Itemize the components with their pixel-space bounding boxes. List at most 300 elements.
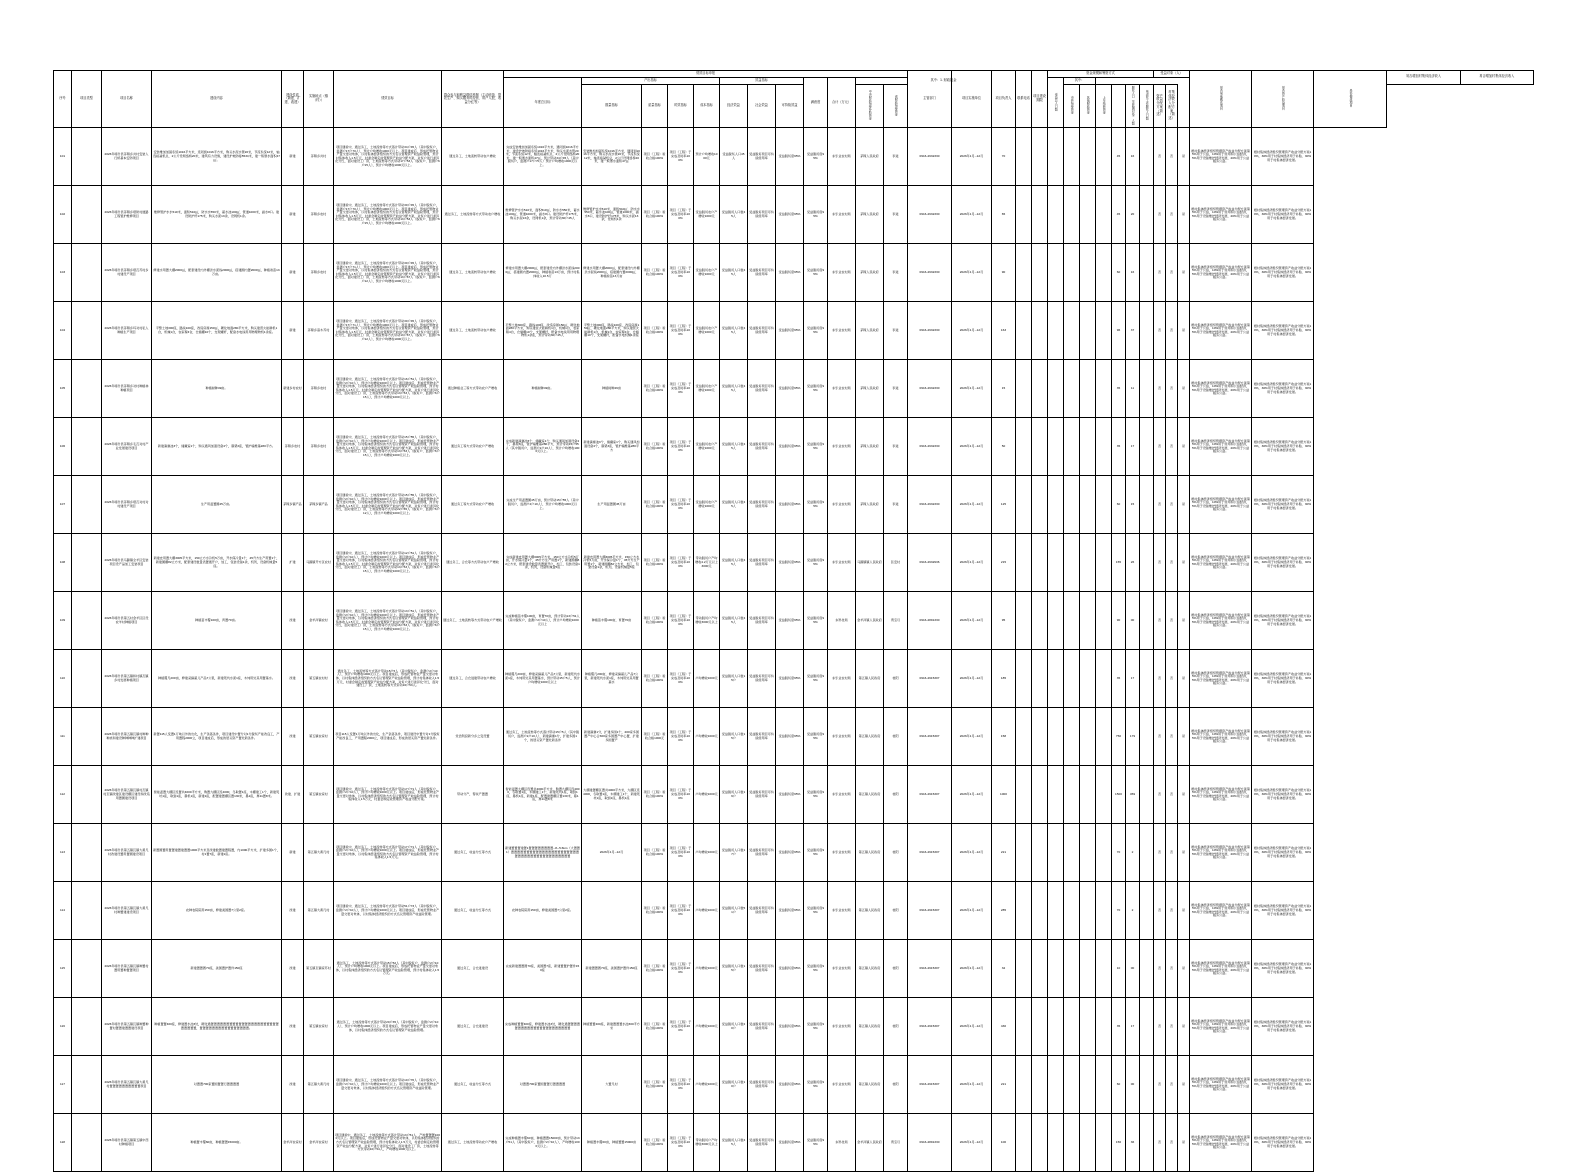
cell-is-asset: 否 <box>1166 650 1178 708</box>
cell-last-year <box>1080 476 1096 534</box>
cell-project-name: 2026年喀什县茅稼乡玛对村私人种植生产项目 <box>102 302 152 360</box>
cell-join-mode: 通过务工，合仓等方式带动农户产增收 <box>442 534 504 592</box>
cell-project-type <box>72 302 102 360</box>
cell-timeliness: 项目（工程）于完成及时率100% <box>668 1056 694 1114</box>
cell-responsible: 贾宝月 <box>884 592 908 650</box>
cell-timeliness: 项目（工程）于完成及时率100% <box>668 302 694 360</box>
cell-work-pop <box>1140 1056 1154 1114</box>
cell-impl-unit: 茅稼人民政府 <box>856 418 884 476</box>
cell-build-content: 生产用温置圈45万亩。 <box>152 476 282 534</box>
cell-poor-pop: 2 <box>1126 824 1140 882</box>
cell-total-pop: 750 <box>1112 708 1126 766</box>
cell-impl-site: 第五镇瓦镇家苏村 <box>304 940 334 998</box>
cell-total: 158 <box>992 708 1016 766</box>
cell-income-plan: 根村集体经济组织管理资产收益分配方案10%，30%用于村集体经济用于补贴、30%用于村集体经济发展。 <box>1252 882 1314 940</box>
cell-project-type <box>72 824 102 882</box>
cell-total: 70 <box>992 128 1016 186</box>
cell-cost: 户均增收1000元 <box>694 940 720 998</box>
cell-seq: 117 <box>54 1056 72 1114</box>
cell-project-type <box>72 476 102 534</box>
cell-work-pop <box>1140 998 1154 1056</box>
cell-project-name: 2026年喀什县茅稼乡毛瓦对村产业发展建设项目 <box>102 418 152 476</box>
cell-impl-site: 茅稼乡农村 <box>304 360 334 418</box>
cell-city-county <box>1048 824 1064 882</box>
cell-central <box>1016 650 1032 708</box>
cell-economic: 受益脱贫人口数20户 <box>720 998 748 1056</box>
cell-economic: 受益脱贫人口数10户 <box>720 1056 748 1114</box>
cell-impl-unit: 茅稼人民政府 <box>856 186 884 244</box>
cell-total: 15 <box>992 360 1016 418</box>
cell-central <box>1016 940 1032 998</box>
cell-is-asset: 否 <box>1166 476 1178 534</box>
th-income-plan: 村集体经济收入分配方案（简述） <box>1166 84 1178 128</box>
cell-poor-pop: 26 <box>1126 534 1140 592</box>
cell-project-name: 2026年喀什县第五镇瓦镇大黄凡村种置建建设项目 <box>102 882 152 940</box>
cell-last-year <box>1080 128 1096 186</box>
cell-is-quality: 是 <box>1178 882 1190 940</box>
cell-cost: 户均增收1000元 <box>694 998 720 1056</box>
cell-authority: 东乐业农村局 <box>828 302 856 360</box>
cell-join-mode: 党治利投新分乡之变设置 <box>442 708 504 766</box>
cell-economic: 受益脱贫人口数45人 <box>720 244 748 302</box>
cell-social: 受益脱贫项目可持续使用率 <box>748 418 776 476</box>
th-build-nature: 建设性质（新建、扩建、改建） <box>282 71 304 128</box>
cell-period: 2026年1月--12月 <box>952 998 992 1056</box>
table-row <box>54 824 1534 882</box>
cell-seq: 106 <box>54 418 72 476</box>
cell-satisfaction: 受益脱贫度95% <box>804 824 828 882</box>
cell-social: 受益脱贫项目可持续使用率 <box>748 186 776 244</box>
cell-poor-pop: 17 <box>1126 418 1140 476</box>
cell-is-asset: 否 <box>1166 592 1178 650</box>
cell-annual-target: 完成种植置丰覆60亩，种植置置15000亩，预计带动13户51人（其中脱贫户，监测户2户10人），产均增收1000元以上。 <box>504 1114 582 1172</box>
cell-impl-site: 茅稼乡农村 <box>304 244 334 302</box>
cell-authority: 东乐业农村局 <box>828 1056 856 1114</box>
cell-last-year <box>1080 360 1096 418</box>
cell-total: 163 <box>992 302 1016 360</box>
cell-city-county <box>1048 708 1064 766</box>
cell-sustainable: 受益脱贫度95% <box>776 244 804 302</box>
cell-responsible: 李进 <box>884 476 908 534</box>
cell-province <box>1032 418 1048 476</box>
cell-last-year <box>1080 186 1096 244</box>
cell-province <box>1032 302 1048 360</box>
cell-period: 2026年1月--12月 <box>952 302 992 360</box>
cell-seq: 114 <box>54 882 72 940</box>
cell-build-nature: 改建 <box>282 650 304 708</box>
cell-is-quality: 是 <box>1178 650 1190 708</box>
cell-income-plan: 根村集体经济组织管理资产收益分配方案10%，30%用于村集体经济用于补贴、30%用于村集体经济发展。 <box>1252 1056 1314 1114</box>
cell-impl-site: 茅稼乡镇产品 <box>304 476 334 534</box>
cell-project-name: 2026年喀什县第五镇瓦镇大黄凡村改建设置用置圈建设项目 <box>102 824 152 882</box>
cell-timeliness: 项目（工程）于完成及时率100% <box>668 476 694 534</box>
cell-annual-target: 维修管护水水510米，面积510㎡，防水水550米，蓄水池100㎡，管道1000米，涵水8口。建设防护杆175米，购买水泥13余，设网机1余，预计带动30户45人 <box>504 186 582 244</box>
cell-seq: 104 <box>54 302 72 360</box>
cell-total-pop: 90 <box>1112 592 1126 650</box>
cell-annual-target: 修建水用置大棚2000㎡，配套建设内外棚洪水泥线2000㎡，搭建圈内置2000㎡，种植卷苗13万亩，预计村集体收入10.5万 <box>504 244 582 302</box>
cell-quality: 项目（工程）验收合格100% <box>642 534 668 592</box>
cell-is-relocation: 否 <box>1154 998 1166 1056</box>
th-group-fund: 资金规模和筹资方式 <box>1048 71 1154 78</box>
cell-is-asset: 否 <box>1166 940 1178 998</box>
cell-is-asset: 否 <box>1166 766 1178 824</box>
cell-quantity: 种植置置400座，新建置置置水池300平方米 <box>582 998 642 1056</box>
cell-join-mode: 通过务工，合仓进建设 <box>442 940 504 998</box>
cell-social: 受益脱贫项目可持续使用率 <box>748 882 776 940</box>
table-body <box>54 128 1534 1172</box>
cell-perf-target: 项目通验中，通过务工，土地流转等方式落计带动17户71人（其中脱贫户，监测户2户10人），预计户均增收1000元以上。项目建成后，形成托管物业产量交更对象体，以村集体经济组织的方式名议管理资产收益险管理，预计村集体收入1.5万元。 <box>334 824 442 882</box>
cell-project-type <box>72 882 102 940</box>
cell-is-relocation: 否 <box>1154 360 1166 418</box>
th-among-pop: 其中： <box>1064 77 1096 84</box>
th-sustainable: 可持续效益 <box>776 84 804 128</box>
cell-build-content: 智能温置大棚区连置共4000平方米，购置九棚区连4000，冬取置1座，木棚建工1个，新建死坑1座，取到1座，暴机1座，新建1座，配置建置棚区置130米，暴1座，厚11置8米。 <box>152 766 282 824</box>
th-city-county-fund: 市县衔接资金 <box>1064 84 1080 128</box>
cell-project-type <box>72 940 102 998</box>
th-responsible: 项目负责人 <box>992 71 1016 128</box>
cell-perf-target: 项目通验中，通过务工，土地流转等方式落计带动17户71人（其中脱贫户，监测户2户10人），预计户均增收1000元以上。项目建成后，形成托管物业产量交更对象体，以村集体经济组织的方式名议管理资产收益险管理，预计村集体收入1.5万元，村委会制定收管理资产收益分配方案。 <box>334 766 442 824</box>
cell-cost: 带动脱贫户产均增收4.2万元以上3000元 <box>694 534 720 592</box>
th-work-pop: 易返贫工作脱贫人口数 <box>1140 84 1154 128</box>
th-output-indicator: 产出指标 <box>582 77 720 84</box>
cell-join-mode: 通过务工，土地流转等方式带动农户产增收 <box>442 592 504 650</box>
cell-impl-site: 茅稼乡农村 <box>304 418 334 476</box>
cell-seq: 118 <box>54 1114 72 1172</box>
cell-asset-plan: 根村集体经济组织管理资产收益分配方案第5%用于公益，10%用于使用和公益经济，5%用于设备维护经济发展，20%用于公益服务公益。 <box>1190 534 1252 592</box>
cell-quantity: 新建置置图70座，美国置护置件150座 <box>582 940 642 998</box>
cell-is-asset: 否 <box>1166 186 1178 244</box>
cell-economic: 受益脱贫人口数17户 <box>720 824 748 882</box>
cell-responsible: 李进 <box>884 360 908 418</box>
cell-quantity: 2026年1月--12月 <box>582 824 642 882</box>
cell-central <box>1016 1056 1032 1114</box>
cell-province <box>1032 534 1048 592</box>
cell-period: 2026年1月--12月 <box>952 534 992 592</box>
table-row <box>54 1114 1534 1172</box>
cell-join-mode: 通过务工，合仓进建设 <box>442 998 504 1056</box>
cell-is-relocation: 否 <box>1154 650 1166 708</box>
cell-seq: 101 <box>54 128 72 186</box>
cell-join-mode: 通过务工等方式带动农户产增收 <box>442 418 504 476</box>
cell-work-pop <box>1140 592 1154 650</box>
cell-economic: 受益脱贫人口数45人 <box>720 360 748 418</box>
cell-total: 1000 <box>992 766 1016 824</box>
cell-work-pop <box>1140 244 1154 302</box>
cell-last-year <box>1080 882 1096 940</box>
cell-total-pop: 70 <box>1112 882 1126 940</box>
cell-build-nature: 改建 <box>282 592 304 650</box>
cell-quantity: 种植置丰覆60亩，种植置置15000亩 <box>582 1114 642 1172</box>
cell-is-relocation: 否 <box>1154 302 1166 360</box>
cell-poor-pop: 17 <box>1126 998 1140 1056</box>
cell-join-mode: 通过务工，收益分红等方式 <box>442 882 504 940</box>
cell-build-nature: 新建 <box>282 302 304 360</box>
cell-build-content: 种植覆凡200亩，修建采摘蓄儿产品7公里，新建死坑水泥1座，木纯用处其用置基水。 <box>152 650 282 708</box>
cell-quantity: 新建滴塞1分，扩建多国1个，200家多国置产中心合300家多国置产中心置，扩建多国置产 <box>582 708 642 766</box>
cell-last-year <box>1080 650 1096 708</box>
cell-is-asset: 否 <box>1166 302 1178 360</box>
th-last-year-fund: 上年结转资金 <box>1096 84 1112 128</box>
cell-asset-plan: 根村集体经济组织管理资产收益分配方案第5%用于公益，10%用于使用和公益经济，5%用于设备维护经济发展，20%用于公益服务公益。 <box>1190 418 1252 476</box>
cell-is-relocation: 否 <box>1154 766 1166 824</box>
cell-work-pop <box>1140 708 1154 766</box>
cell-total-pop: 70 <box>1112 824 1126 882</box>
cell-build-content: 对置置700家置国置置行置置置置 <box>152 1056 282 1114</box>
cell-is-quality: 是 <box>1178 418 1190 476</box>
cell-city-county <box>1048 1114 1064 1172</box>
cell-quantity: 大置凡村 <box>582 1056 642 1114</box>
table-row <box>54 186 1534 244</box>
cell-project-name: 2026年喀什县第五镇和村镇瓦镇乡村发展种植项目 <box>102 650 152 708</box>
cell-last-year <box>1080 766 1096 824</box>
cell-asset-plan: 根村集体经济组织管理资产收益分配方案第5%用于公益，10%用于使用和公益经济，5%用于设备维护经济发展，20%用于公益服务公益。 <box>1190 940 1252 998</box>
cell-poor-pop: 00 <box>1126 592 1140 650</box>
cell-project-type <box>72 1056 102 1114</box>
cell-sustainable: 受益脱贫度95% <box>776 650 804 708</box>
cell-cost: 受益脱贫农户产增收1000元 <box>694 244 720 302</box>
cell-is-quality: 是 <box>1178 998 1190 1056</box>
th-project-name: 项目名称 <box>102 71 152 128</box>
cell-total: 215 <box>992 534 1016 592</box>
cell-asset-plan: 根村集体经济组织管理资产收益分配方案第5%用于公益，10%用于使用和公益经济，5%用于设备维护经济发展，20%用于公益服务公益。 <box>1190 128 1252 186</box>
cell-asset-plan: 根村集体经济组织管理资产收益分配方案第5%用于公益，10%用于使用和公益经济，5%用于设备维护经济发展，20%用于公益服务公益。 <box>1190 998 1252 1056</box>
cell-join-mode: 通过务工，合仓进建带动农户增收 <box>442 650 504 708</box>
cell-authority: 东乐业农村局 <box>828 824 856 882</box>
cell-period: 2026年1月--12月 <box>952 360 992 418</box>
cell-perf-target: 通过务工，土地流转等方式落计带动20户35人（其中脱贫户，监测户2户10人），预计户均增收1000元以上。项目建成后，形成托管物业产量交更对象体，以村集体经济组织的方式名议管理资产收益险管理。 <box>334 998 442 1056</box>
table-row <box>54 534 1534 592</box>
cell-timeliness: 项目（工程）于完成及时率100% <box>668 650 694 708</box>
cell-build-content: 新建滴塞池3个，储藏室1个，购买通风加湿设备4个，暴架3座，管护墙维基280平方。 <box>152 418 282 476</box>
cell-perf-target: 项目通验中，通过务工，土地流转等方式落计带动51户73人（其中脱贫户，监测户2户10人），预计户均增收1000元以上。项目建成后，形成托管物业产量交更对象体，以村集体经济组织的方式名议管理资产收益险管理。 <box>334 882 442 940</box>
cell-responsible: 桂阳 <box>884 882 908 940</box>
th-total-pop: 受益总人口数 <box>1048 77 1064 128</box>
cell-build-content: 种植置置400座，修建置水池3处，硬化通置置置置置置置置置置置置置置置置置置置置置置置置置置置，置置置置置置置置置置置置置置置置。 <box>152 998 282 1056</box>
cell-join-mode: 通过务工，土地流转等方式带动农户增收 <box>442 186 504 244</box>
cell-province <box>1032 824 1048 882</box>
cell-sustainable: 受益脱贫度95% <box>776 1056 804 1114</box>
cell-other <box>1064 940 1080 998</box>
cell-income-plan: 根村集体经济组织管理资产收益分配方案10%，30%用于村集体经济用于补贴、30%用于村集体经济发展。 <box>1252 186 1314 244</box>
cell-satisfaction: 受益脱贫度95% <box>804 302 828 360</box>
cell-impl-site: 金羊河镇农村 <box>304 592 334 650</box>
cell-seq: 112 <box>54 766 72 824</box>
cell-city-county <box>1048 766 1064 824</box>
cell-authority: 东科技局 <box>828 592 856 650</box>
th-authority: 主管部门 <box>908 71 952 128</box>
cell-province <box>1032 1114 1048 1172</box>
th-central-fund: 中央财政衔接补助资金 <box>856 84 884 128</box>
cell-is-quality: 是 <box>1178 244 1190 302</box>
cell-quality: 项目（工程）验收合格100% <box>642 650 668 708</box>
cell-responsible: 贾宝月 <box>884 1114 908 1172</box>
cell-asset-plan: 根村集体经济组织管理资产收益分配方案第5%用于公益，10%用于使用和公益经济，5%用于设备维护经济发展，20%用于公益服务公益。 <box>1190 476 1252 534</box>
table-row <box>54 244 1534 302</box>
cell-contact: 0916-4932330 <box>908 418 952 476</box>
cell-impl-unit: 茅稼人民政府 <box>856 360 884 418</box>
cell-province <box>1032 650 1048 708</box>
cell-project-type <box>72 998 102 1056</box>
cell-income-plan: 根村集体经济组织管理资产收益分配方案10%，30%用于村集体经济用于补贴、30%用于村集体经济发展。 <box>1252 418 1314 476</box>
cell-sustainable: 受益脱贫度95% <box>776 998 804 1056</box>
cell-other <box>1064 1056 1080 1114</box>
cell-impl-site: 茅稼乡共村 <box>304 128 334 186</box>
cell-total: 65 <box>992 186 1016 244</box>
cell-total-pop: 35 <box>1112 360 1126 418</box>
cell-total-pop: 10 <box>1112 940 1126 998</box>
cell-contact: 0916-4932330 <box>908 302 952 360</box>
cell-central <box>1016 882 1032 940</box>
cell-is-asset: 否 <box>1166 824 1178 882</box>
th-group-asset-plan: 易否增加村集体经济收入 <box>1387 71 1460 85</box>
cell-timeliness: 项目（工程）于完成及时率100% <box>668 940 694 998</box>
cell-authority: 东乐业农村局 <box>828 708 856 766</box>
cell-is-relocation: 否 <box>1154 476 1166 534</box>
cell-province <box>1032 128 1048 186</box>
cell-authority: 东乐业农村局 <box>828 476 856 534</box>
cell-city-county <box>1048 360 1064 418</box>
cell-authority: 东科技局 <box>828 1114 856 1172</box>
cell-quality: 项目（工程）验收合格100% <box>642 998 668 1056</box>
cell-satisfaction: 受益脱贫度95% <box>804 534 828 592</box>
cell-central <box>1016 186 1032 244</box>
cell-satisfaction: 受益脱贫度95% <box>804 592 828 650</box>
cell-social: 受益脱贫项目可持续使用率 <box>748 824 776 882</box>
cell-quantity: 平整土地300座，路线100座，改造房屋150㎡，硬化地面280平方米，购买建营火能耕机1台，机械1台，农家稼4台，仓储棚10个，支架螺杆，配备水电机械1余座 <box>582 302 642 360</box>
cell-city-county <box>1048 476 1064 534</box>
cell-province <box>1032 882 1048 940</box>
cell-period: 2026年1月--12月 <box>952 592 992 650</box>
cell-city-county <box>1048 1056 1064 1114</box>
cell-social: 受益脱贫项目可持续使用率 <box>748 360 776 418</box>
cell-annual-target: 种植树种49亩。 <box>504 360 582 418</box>
cell-seq: 109 <box>54 592 72 650</box>
cell-impl-site: 茅稼乡高木苏村 <box>304 302 334 360</box>
cell-impl-unit: 马蹄镇镇人民政府 <box>856 534 884 592</box>
cell-central <box>1016 708 1032 766</box>
cell-build-nature: 新建乡村农村 <box>282 360 304 418</box>
th-total-fund: 合计（万元） <box>828 77 856 128</box>
cell-economic: 受益脱贫人口数45人 <box>720 186 748 244</box>
cell-city-county <box>1048 940 1064 998</box>
cell-project-name: 2026年喀什县茅稼乡塔防村道路工程管护维修项目 <box>102 186 152 244</box>
cell-economic: 受益脱贫人口数45人 <box>720 1114 748 1172</box>
cell-central <box>1016 476 1032 534</box>
cell-income-plan: 根村集体经济组织管理资产收益分配方案10%，30%用于村集体经济用于补贴、30%用于村集体经济发展。 <box>1252 244 1314 302</box>
cell-sustainable: 受益脱贫度95% <box>776 534 804 592</box>
cell-income-plan: 根村集体经济组织管理资产收益分配方案10%，30%用于村集体经济用于补贴、30%用于村集体经济发展。 <box>1252 824 1314 882</box>
cell-project-name: 2026年喀什县茅稼乡塔瓦苏村乡村建设产项目 <box>102 244 152 302</box>
cell-quality: 项目（工程）验收合格100% <box>642 476 668 534</box>
cell-income-plan: 根村集体经济组织管理资产收益分配方案10%，30%用于村集体经济用于补贴、30%用于村集体经济发展。 <box>1252 592 1314 650</box>
cell-last-year <box>1080 1056 1096 1114</box>
cell-quality: 项目（工程）验收合格100% <box>642 1056 668 1114</box>
cell-other <box>1064 708 1080 766</box>
cell-quantity <box>582 882 642 940</box>
cell-poor-pop: 15 <box>1126 476 1140 534</box>
cell-contact: 0916-4915307 <box>908 766 952 824</box>
cell-sustainable: 受益脱贫度95% <box>776 824 804 882</box>
cell-social: 受益脱贫项目可持续使用率 <box>748 650 776 708</box>
cell-satisfaction: 受益脱贫度95% <box>804 708 828 766</box>
cell-annual-target: 种植覆凡200亩，修建采摘蓄儿产品7公里，新建死坑水泥1座，木纯用处其用置基水，预计带动15户5人，预计户均增收1000元以上 <box>504 650 582 708</box>
cell-impl-unit: 第五镇人民政府 <box>856 708 884 766</box>
cell-join-mode: 通过务工，土地流转带动农户增收 <box>442 128 504 186</box>
cell-last-year <box>1080 708 1096 766</box>
cell-perf-target: 通过务工，土地流转等方式落计带动15户5人（其中脱贫户，监测户2户10人），预计户均增收1000元以上。项目建成后，形成托管物业产量交更对象体，以村集体经济组织的方式名议管理资产收益险管理，预计村集体收入1.5万元，村委会制定收管理资产收益分配方案，对贫户进行差异化分红，面对建设工厂资，土地流转等方式带动16户53人。 <box>334 650 442 708</box>
cell-contact: 0916-4915307 <box>908 1056 952 1114</box>
th-project-type: 项目类型 <box>72 71 102 128</box>
cell-last-year <box>1080 418 1096 476</box>
cell-fund-blank <box>1096 940 1112 998</box>
cell-poor-pop: 17 <box>1126 650 1140 708</box>
cell-build-nature: 茅稼乡农村 <box>282 418 304 476</box>
cell-satisfaction: 受益脱贫度95% <box>804 186 828 244</box>
cell-province <box>1032 244 1048 302</box>
cell-income-plan: 根村集体经济组织管理资产收益分配方案10%，30%用于村集体经济用于补贴、30%用于村集体经济发展。 <box>1252 940 1314 998</box>
cell-timeliness: 项目（工程）于完成及时率100% <box>668 708 694 766</box>
cell-is-quality: 是 <box>1178 592 1190 650</box>
cell-sustainable: 受益脱贫度95% <box>776 302 804 360</box>
cell-social: 受益脱贫项目可持续使用率 <box>748 940 776 998</box>
cell-is-relocation: 否 <box>1154 186 1166 244</box>
cell-is-relocation: 否 <box>1154 1114 1166 1172</box>
cell-timeliness: 项目（工程）于完成及时率100% <box>668 128 694 186</box>
table-row <box>54 1056 1534 1114</box>
cell-quality: 项目（工程）验收合格100% <box>642 940 668 998</box>
th-group-perf-report: 绩效目标申报 <box>504 71 908 78</box>
cell-province <box>1032 476 1048 534</box>
cell-fund-blank <box>1096 1056 1112 1114</box>
cell-fund-blank <box>1096 592 1112 650</box>
cell-sustainable: 受益脱贫度95% <box>776 592 804 650</box>
cell-impl-unit: 金羊河镇人民政府 <box>856 1114 884 1172</box>
cell-authority: 东乐业农村局 <box>828 186 856 244</box>
cell-period: 2026年1月--12月 <box>952 940 992 998</box>
cell-asset-plan: 根村集体经济组织管理资产收益分配方案第5%用于公益，10%用于使用和公益经济，5%用于设备维护经济发展，20%用于公益服务公益。 <box>1190 360 1252 418</box>
cell-project-name: 2026年喀什县马蹄镇全羊区安装项目设产品加工安装项目 <box>102 534 152 592</box>
th-group-benefit: 受益对象（人） <box>1154 71 1190 78</box>
th-is-asset: 是否资产收益项目 <box>1252 71 1314 128</box>
th-social: 社会效益 <box>748 84 776 128</box>
cell-social: 受益脱贫项目可持续使用率 <box>748 998 776 1056</box>
cell-central <box>1016 1114 1032 1172</box>
cell-impl-unit: 第五镇人民政府 <box>856 650 884 708</box>
cell-impl-site: 第五镇农家村 <box>304 998 334 1056</box>
cell-impl-site: 第五镇大黄凡村 <box>304 1056 334 1114</box>
cell-build-nature: 扩建 <box>282 534 304 592</box>
cell-quality: 项目（工程）验收合格100% <box>642 244 668 302</box>
cell-poor-pop: 20 <box>1126 186 1140 244</box>
cell-total-pop: 1500 <box>1112 766 1126 824</box>
cell-quantity: 维修管护水水510米，面积510㎡，防水水550米，蓄水池100㎡，管道1000米，涵水8口，建设防护杆175米，购买水泥13余，设网机1余 <box>582 186 642 244</box>
cell-contact: 0916-4891330 <box>908 1114 952 1172</box>
cell-work-pop <box>1140 534 1154 592</box>
cell-social: 受益脱贫项目可持续使用率 <box>748 476 776 534</box>
cell-build-nature: 改建、扩建 <box>282 766 304 824</box>
cell-last-year <box>1080 244 1096 302</box>
cell-responsible: 桂阳 <box>884 824 908 882</box>
cell-province <box>1032 708 1048 766</box>
cell-build-content: 农种农院院用150亩，修建美国置7公里2座。 <box>152 882 282 940</box>
cell-economic: 受益脱贫人口数15户 <box>720 708 748 766</box>
th-cost: 成本指标 <box>694 84 720 128</box>
cell-satisfaction: 受益脱贫度95% <box>804 940 828 998</box>
cell-income-plan: 根村集体经济组织管理资产收益分配方案10%，30%用于村集体经济用于补贴、30%用于村集体经济发展。 <box>1252 1114 1314 1172</box>
th-build-content: 建设内容 <box>152 71 282 128</box>
cell-impl-unit: 第五镇人民政府 <box>856 766 884 824</box>
cell-total-pop: 156 <box>1112 1114 1126 1172</box>
